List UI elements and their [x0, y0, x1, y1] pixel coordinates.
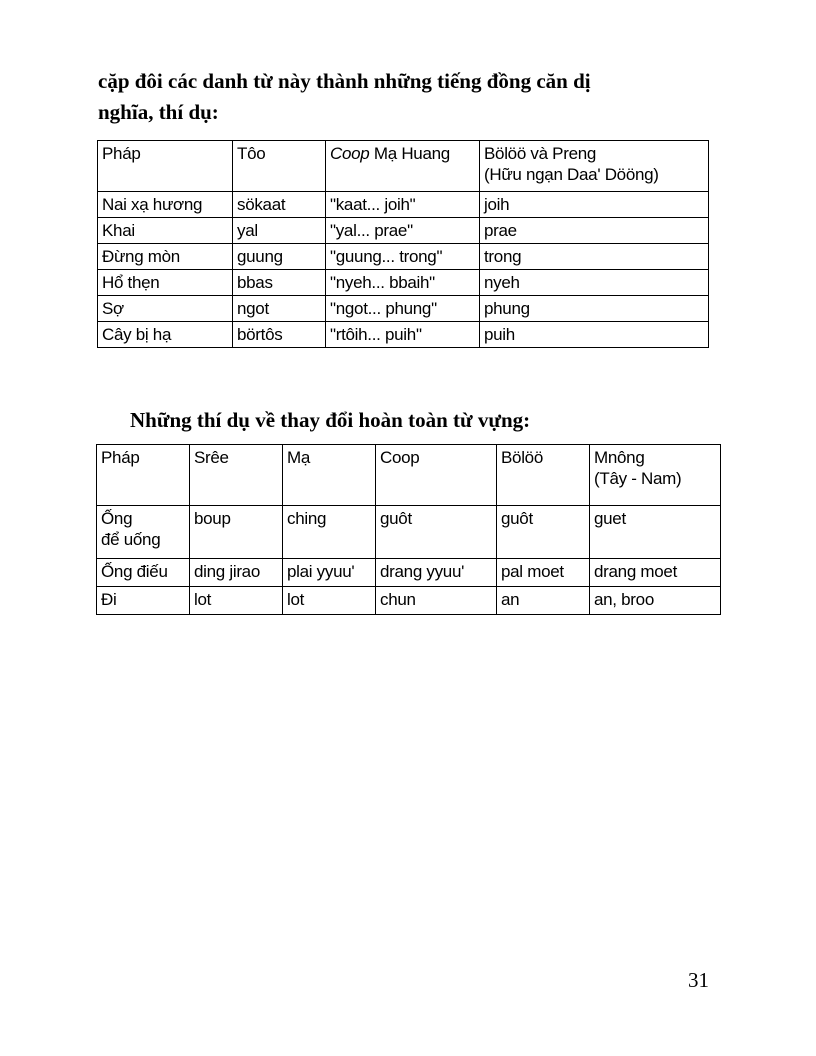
- table-cell: guôt: [497, 506, 590, 559]
- table-header-row: [97, 445, 721, 506]
- header-cell: Pháp: [97, 445, 190, 506]
- table-cell: ching: [283, 506, 376, 559]
- table-cell: Đi: [97, 587, 190, 615]
- intro-line-2: nghĩa, thí dụ:: [98, 100, 219, 124]
- cognate-table: [97, 140, 709, 348]
- table-header-row: [98, 141, 709, 192]
- table-cell: "yal... prae": [326, 218, 480, 244]
- table-cell: ngot: [233, 296, 326, 322]
- table-cell: trong: [480, 244, 709, 270]
- header-coop-italic: Coop: [330, 144, 370, 163]
- table-cell: Nai xạ hương: [98, 192, 233, 218]
- header-cell: Mạ: [283, 445, 376, 506]
- header-cell: [590, 445, 721, 506]
- table-cell: Đừng mòn: [98, 244, 233, 270]
- header-cell: [326, 141, 480, 192]
- table-row: [98, 192, 709, 218]
- table-cell: drang moet: [590, 559, 721, 587]
- table-cell: an, broo: [590, 587, 721, 615]
- table-cell: bbas: [233, 270, 326, 296]
- table-cell: guung: [233, 244, 326, 270]
- header-cell: Srêe: [190, 445, 283, 506]
- table-cell: puih: [480, 322, 709, 348]
- table-row: [98, 244, 709, 270]
- table-cell: börtôs: [233, 322, 326, 348]
- table-cell: pal moet: [497, 559, 590, 587]
- header-cell: [480, 141, 709, 192]
- table-cell: plai yyuu': [283, 559, 376, 587]
- table-cell: [97, 506, 190, 559]
- header-ma-huang: Mạ Huang: [369, 144, 450, 163]
- table-cell: lot: [190, 587, 283, 615]
- header-line: Mnông: [594, 448, 645, 467]
- table-cell: "rtôih... puih": [326, 322, 480, 348]
- table-cell: Cây bị hạ: [98, 322, 233, 348]
- table-cell: guôt: [376, 506, 497, 559]
- header-cell: Tôo: [233, 141, 326, 192]
- table-cell: guet: [590, 506, 721, 559]
- table-row: [98, 322, 709, 348]
- intro-paragraph: [98, 66, 728, 128]
- header-cell: Pháp: [98, 141, 233, 192]
- table-cell: drang yyuu': [376, 559, 497, 587]
- table-cell: "kaat... joih": [326, 192, 480, 218]
- table-cell: chun: [376, 587, 497, 615]
- table-cell: "guung... trong": [326, 244, 480, 270]
- table-cell: yal: [233, 218, 326, 244]
- table-row: [97, 559, 721, 587]
- table-row: [97, 587, 721, 615]
- table-cell: joih: [480, 192, 709, 218]
- table-row: [98, 218, 709, 244]
- table-cell: Khai: [98, 218, 233, 244]
- header-line: (Hữu ngạn Daa' Dööng): [484, 165, 659, 184]
- table-cell: lot: [283, 587, 376, 615]
- table-cell: ding jirao: [190, 559, 283, 587]
- table-row: [97, 506, 721, 559]
- table-row: [98, 270, 709, 296]
- table-cell: Sợ: [98, 296, 233, 322]
- header-line: (Tây - Nam): [594, 469, 682, 488]
- table-cell: an: [497, 587, 590, 615]
- intro-line-1: cặp đôi các danh từ này thành những tiếng đồng căn dị: [98, 69, 591, 93]
- section-subheading: Những thí dụ về thay đổi hoàn toàn từ vựng:: [130, 408, 531, 432]
- table-cell: sökaat: [233, 192, 326, 218]
- table-cell: boup: [190, 506, 283, 559]
- page-number: 31: [688, 968, 709, 992]
- table-cell: "nyeh... bbaih": [326, 270, 480, 296]
- table-cell: phung: [480, 296, 709, 322]
- table-cell: prae: [480, 218, 709, 244]
- table-cell: nyeh: [480, 270, 709, 296]
- header-line: Bölöö và Preng: [484, 144, 597, 163]
- header-cell: Coop: [376, 445, 497, 506]
- table-row: [98, 296, 709, 322]
- cell-line: để uống: [101, 530, 161, 549]
- vocabulary-table: [96, 444, 721, 615]
- header-cell: Bölöö: [497, 445, 590, 506]
- table-cell: "ngot... phung": [326, 296, 480, 322]
- table-cell: Hổ thẹn: [98, 270, 233, 296]
- table-cell: Ống điếu: [97, 559, 190, 587]
- cell-line: Ống: [101, 509, 133, 528]
